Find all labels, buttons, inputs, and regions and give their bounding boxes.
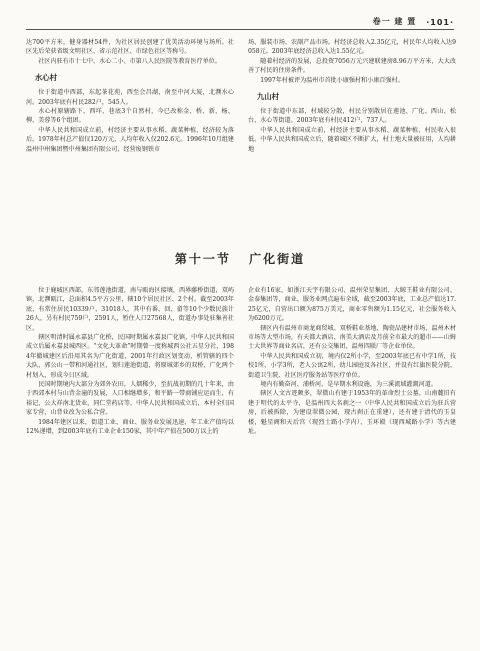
paragraph: 中华人民共和国成立前，村经济主要从事水稻、蔬菜种植，村民收入很低。中华人民共和国成立后，随着城区不断扩大，村土地大量被征用，人均耕地 [248,126,456,153]
paragraph: 辖区明清时属永嘉县广化桥，民国时期属永嘉县广化镇，中华人民共和国成立后属永嘉县城西区。“文化大革命”时期曾一度称城西公社五星分社，1984年撤城建区后沿用其名为广化街道，2001年行政区划变动，析管辖的四个大队、郭公山一带和河通社区，划归莲池街道，将原城郊乡的双桥、广化两个村划入，形成今日区域。 [26,334,234,379]
paragraph: 民国时期境内大部分为郊外农田，人烟稀少，至抗战初期的几十年来，由于西郊本村与山背金潼的发展，人口相继增多，和平路一带商铺应运而生，有裕记、公大祥南北货业，同仁堂药店等，中华人民共和国成立后，本村全归国家专营，山背业改为公私合营。 [26,381,234,417]
paragraph: 水心村原辖路下、西垟、巷底3个自然村，今已改称金、桥、新、杨、柳、美蓉等6个组团。 [26,108,234,125]
paragraph: 位于街道中东部，村域较分散，村民分别散居在莲池、广化、西山、松台、水心等街道。2003年底有村民412户，737人。 [248,108,456,125]
village-heading: 九山村 [256,92,280,102]
chapter-title: 卷一 建 置 [372,17,417,26]
paragraph: 中华人民共和国成立初，境内仅2所小学，至2003年底已有中学1所，技校1所，小学3所，老人公寓2所，幼儿园庭及各社区，并设有红旗医院分院、街道卫生院、社区医疗服务站等医疗单位。 [248,352,456,379]
bottom-left-column [26,286,234,631]
paragraph: 中华人民共和国成立前，村经济主要从事水稻、蔬菜种植，经济较为落后。1978年村总产值仅120万元，人均年收入仅202.6元。1996年10月组建温州中州集团暨中州集团有限公司，经营废钢铁市 [26,126,234,153]
section-name: 广化街道 [249,252,306,266]
paragraph: 境内有勤奋河、浦桥河，是早期水利设施，为三溪流域灌溉河道。 [260,381,437,389]
paragraph: 辖区内有温州市商龙商贸城、双桥鞋业基地、陶瓷品建材市场、温州木材市场等大型市场，有天都大酒店、南美大酒店及月前全市最大的超市——山姆士大世界等商业名店，还有公交集团、温州四联厂等企业单位。 [248,324,456,351]
page-number: ·101· [426,18,454,27]
top-right-column [248,38,456,240]
paragraph: 1984年建区以来，街道工业、商业、服务业发展迅速，年工业产值均以12%递增，到2003年底有工业企业150家，其中年产值在500万以上的 [26,418,234,436]
paragraph: 企业有16家，如浙江天宇有限公司、温州荣星集团、大鲸王鞋业有限公司、金泰集团等，商业、服务业网点遍布全域，截至2003年底，工业总产值达17.25亿元，自营出口额为875万美元，商业零售额为1.15亿元，社会服务收入为6200万元。 [248,287,456,323]
paragraph: 随着村经济的发展，总投资7056万元兴建联建房8.96万平方米，大大改善了村民的住房条件。 [248,57,456,75]
top-left-column [26,38,234,240]
paragraph: 辖区人文古迹颇多，翠微山有建于1953年的革命烈士公墓，山南麓旧有建于明代的太平寺，是温州四大名刹之一（中华人民共和国成立后为驻兵营房，后被拆除，为建设翠微公园，现古刹正在重建），还有建于清代的玉皇楼，魁星阁和天后宫（现烈士路小学内），玉环殿（现西城路小学）等古建址。 [248,390,456,436]
paragraph: 达700平方米，健身器材54件，为社区居民创建了优美活动环境与场所。社区先后荣获省级文明社区、省示范社区、市绿色社区等称号。 [26,39,234,56]
running-header [26,12,454,30]
section-number: 第十一节 [174,252,231,266]
paragraph: 1997年村被评为温州市首批小康强村和小康百强村。 [260,76,404,84]
paragraph: 场、服装市场、农副产品市场。村经济总收入2.35亿元，村民年人均收入达9058元。2003年底经济总收入达1.55亿元。 [248,39,456,56]
paragraph: 社区内驻有市十七中、水心二小、市第八人民医院等教育医疗单位。 [38,57,221,65]
village-heading: 水心村 [34,73,58,83]
section-title [0,250,480,270]
bottom-right-column [248,286,456,631]
paragraph: 位于鹿城区西部，东邻莲池街道，南与瓯海区接壤，西界藤桥街道，双屿镇，北濒瓯江，总面积4.5平方公里，辖10个居民社区、2个村。截至2003年底，有常住居民10339户，31018人，其中有番、回、畲等10个少数民族计26人，另有村民759户，2591人，暂住人口27568人，街道办事处驻集善社区。 [26,287,234,332]
paragraph: 位于街道中西部，东起茶花苑，西至会昌湖，南至中河大厦，北濒水心河。2003年底有村民282户，545人。 [26,89,234,106]
